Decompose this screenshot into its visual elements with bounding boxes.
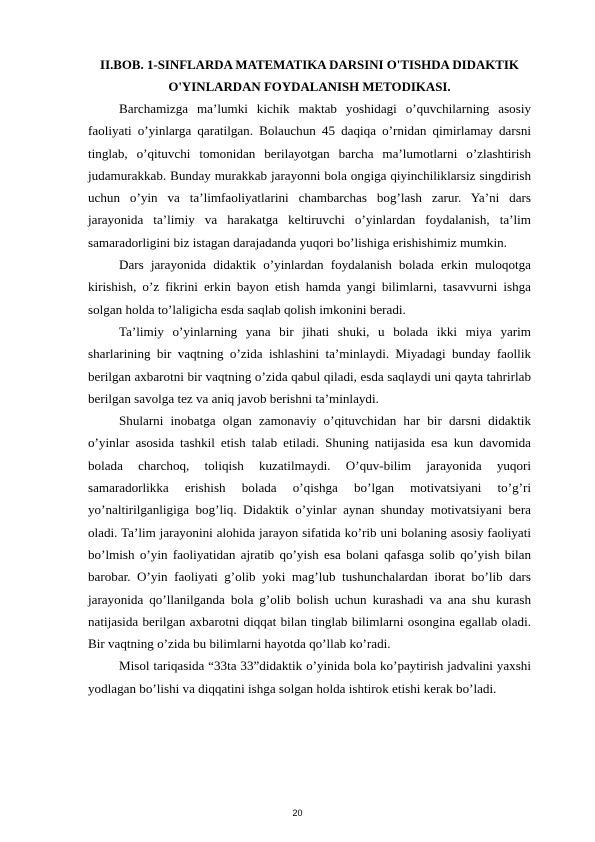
page-number: 20	[292, 808, 303, 818]
chapter-heading-line-1: II.BOB. 1-SINFLARDA MATEMATIKA DARSINI O'TISHDA DIDAKTIK	[100, 58, 519, 72]
chapter-heading-line-2: O'YINLARDAN FOYDALANISH METODIKASI.	[168, 80, 451, 94]
chapter-heading	[88, 54, 531, 98]
paragraph-5: Misol tariqasida “33ta 33”didaktik o’yinida bola ko’paytirish jadvalini yaxshi yodlagan bo’lishi va diqqatini ishga solgan holda ishtirok etishi kerak bo’ladi.	[88, 658, 531, 696]
document-page	[88, 54, 531, 700]
paragraph-1: Barchamizga ma’lumki kichik maktab yoshidagi o’quvchilarning asosiy faoliyati o’yinlarga qaratilgan. Bolauchun 45 daqiqa o’rnidan qimirlamay darsni tinglab, o’qituvchi tomonidan berilayotgan barcha ma’lumotlarni o’zlashtirish judamurakkab. Bunday murakkab jarayonni bola ongiga qiyinchiliklarsiz singdirish uchun o’yin va ta’limfaoliyatlarini chambarchas bog’lash zarur. Ya’ni dars jarayonida ta’limiy va harakatga keltiruvchi o’yinlardan foydalanish, ta’lim samaradorligini biz istagan darajadanda yuqori bo’lishiga erishishimiz mumkin.	[88, 101, 531, 250]
paragraph-2: Dars jarayonida didaktik o’yinlardan foydalanish bolada erkin muloqotga kirishish, o’z fikrini erkin bayon etish hamda yangi bilimlarni, tasavvurni ishga solgan holda to’laligicha esda saqlab qolish imkonini beradi.	[88, 257, 531, 317]
paragraph-3: Ta’limiy o’yinlarning yana bir jihati shuki, u bolada ikki miya yarim sharlarining bir vaqtning o’zida ishlashini ta’minlaydi. Miyadagi bunday faollik berilgan axbarotni bir vaqtning o’zida qabul qiladi, esda saqlaydi uni qayta tahrirlab berilgan savolga tez va aniq javob berishni ta’minlaydi.	[88, 323, 531, 406]
paragraph-4: Shularni inobatga olgan zamonaviy o’qituvchidan har bir darsni didaktik o’yinlar asosida tashkil etish talab etiladi. Shuning natijasida esa kun davomida bolada charchoq, toliqish kuzatilmaydi. O’quv-bilim jarayonida yuqori samaradorlikka erishish bolada o’qishga bo’lgan motivatsiyani to’g’ri yo’naltirilganligiga bog’liq. Didaktik o’yinlar aynan shunday motivatsiyani bera oladi. Ta’lim jarayonini alohida jarayon sifatida ko’rib uni bolaning asosiy faoliyati bo’lmish o’yin faoliyatidan ajratib qo’yish esa bolani qafasga solib qo’yish bilan barobar. O’yin faoliyati g’olib yoki mag’lub tushunchalardan iborat bo’lib dars jarayonida qo’llanilganda bola g’olib bolish uchun kurashadi va ana shu kurash natijasida berilgan axbarotni diqqat bilan tinglab bilimlarni osongina egallab oladi. Bir vaqtning o’zida bu bilimlarni hayotda qo’llab ko’radi.	[88, 413, 531, 652]
